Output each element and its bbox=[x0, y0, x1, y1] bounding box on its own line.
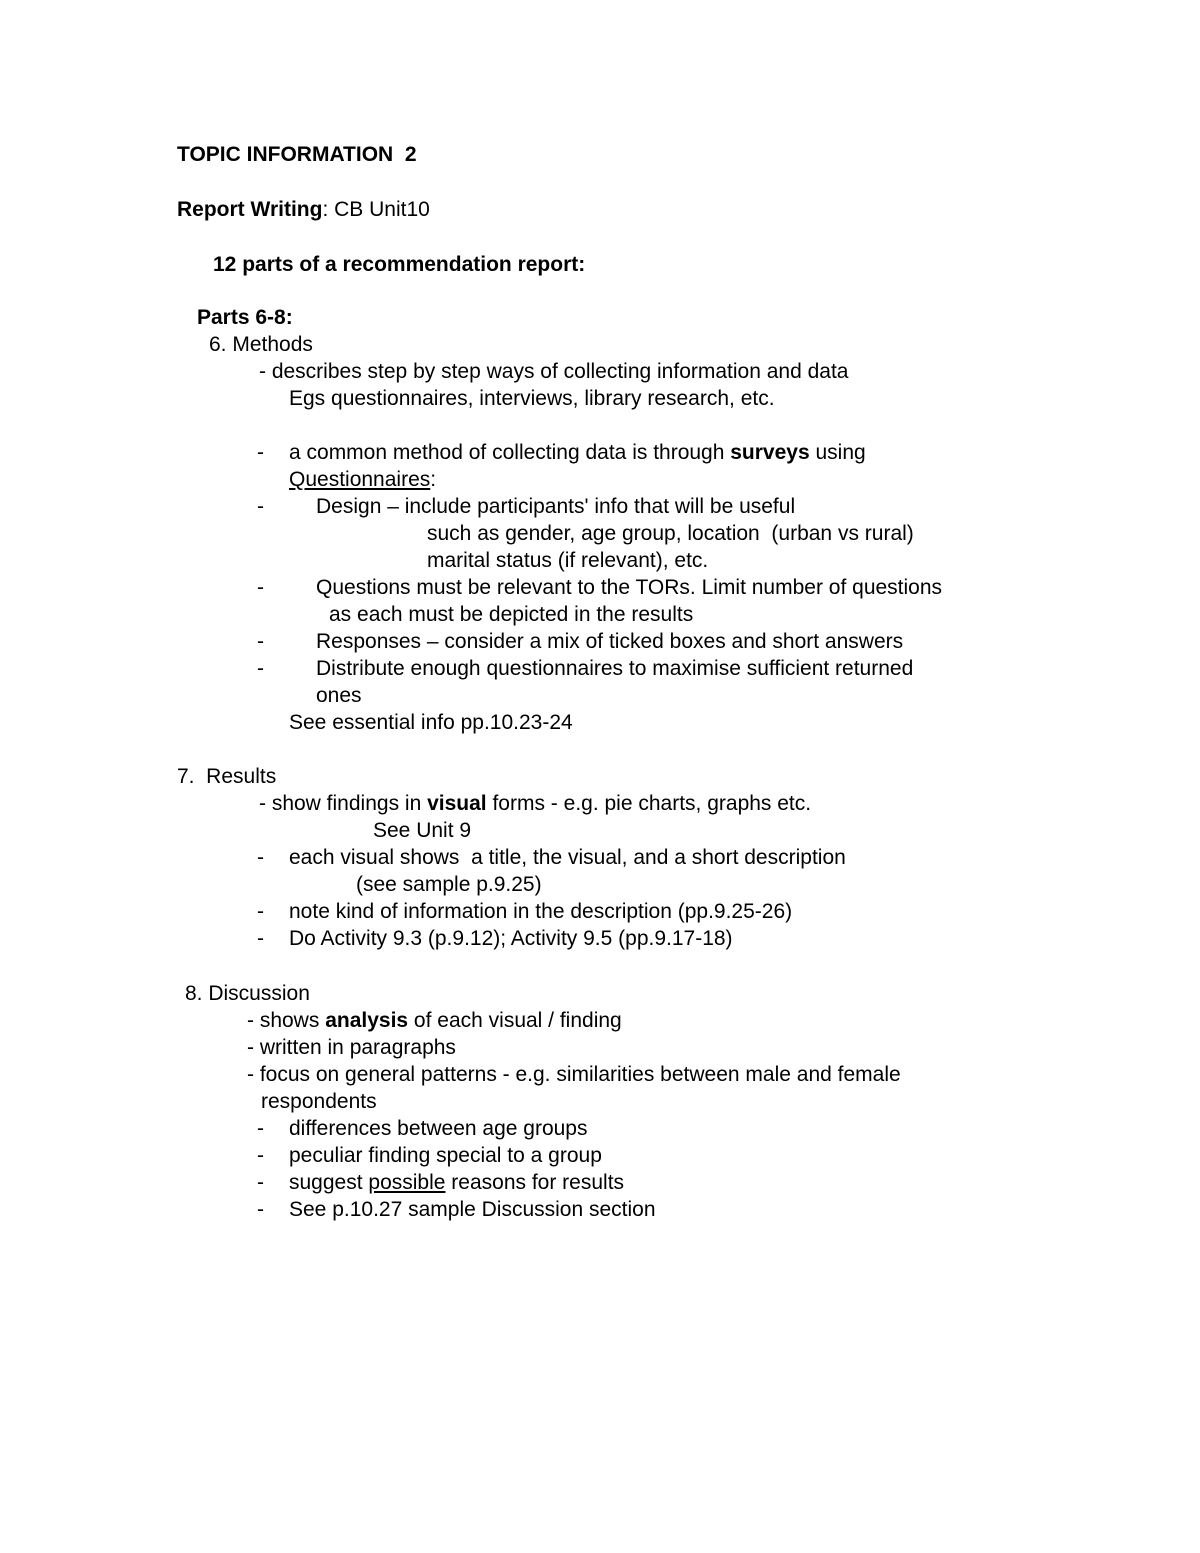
bullet-dash: - bbox=[257, 1171, 264, 1194]
document-title: TOPIC INFORMATION 2 bbox=[177, 143, 417, 166]
parts-heading: Parts 6-8: bbox=[197, 306, 293, 329]
bold-segment: visual bbox=[427, 792, 487, 815]
bullet-dash: - bbox=[257, 441, 264, 464]
underlined-segment: Questionnaires bbox=[289, 468, 431, 491]
subtitle-label: Report Writing bbox=[177, 198, 323, 221]
bold-segment: analysis bbox=[325, 1009, 409, 1032]
text-segment: a common method of collecting data is through bbox=[289, 441, 731, 464]
bullet-dash: - bbox=[257, 1117, 264, 1140]
methods-line-questions: Questions must be relevant to the TORs. Limit number of questions bbox=[316, 576, 943, 599]
methods-line-design-2: such as gender, age group, location (urban vs rural) bbox=[427, 522, 914, 545]
text-segment: reasons for results bbox=[445, 1171, 625, 1194]
intro-heading: 12 parts of a recommendation report: bbox=[213, 253, 586, 276]
bullet-dash: - bbox=[257, 495, 264, 518]
text-segment: - shows bbox=[247, 1009, 326, 1032]
bullet-dash: - bbox=[257, 576, 264, 599]
results-line-note: note kind of information in the description (pp.9.25-26) bbox=[289, 900, 793, 923]
subtitle-separator: : bbox=[322, 198, 329, 221]
text-segment: of each visual / finding bbox=[408, 1009, 622, 1032]
methods-line-describes: - describes step by step ways of collecting information and data bbox=[259, 360, 849, 383]
methods-line-design-3: marital status (if relevant), etc. bbox=[427, 549, 709, 572]
bullet-dash: - bbox=[257, 1198, 264, 1221]
text-segment: - show findings in bbox=[259, 792, 428, 815]
methods-line-distribute: Distribute enough questionnaires to maximise sufficient returned bbox=[316, 657, 914, 680]
subtitle-value: CB Unit10 bbox=[328, 198, 430, 221]
bullet-dash: - bbox=[257, 630, 264, 653]
text-segment: suggest bbox=[289, 1171, 369, 1194]
methods-line-design: Design – include participants' info that will be useful bbox=[316, 495, 796, 518]
discussion-line-patterns: - focus on general patterns - e.g. similarities between male and female bbox=[247, 1063, 901, 1086]
results-line-activity: Do Activity 9.3 (p.9.12); Activity 9.5 (pp.9.17-18) bbox=[289, 927, 733, 950]
discussion-line-analysis bbox=[247, 1008, 622, 1034]
methods-line-responses: Responses – consider a mix of ticked boxes and short answers bbox=[316, 630, 904, 653]
methods-line-see: See essential info pp.10.23-24 bbox=[289, 711, 573, 734]
discussion-line-see: See p.10.27 sample Discussion section bbox=[289, 1198, 656, 1221]
text-segment: forms - e.g. pie charts, graphs etc. bbox=[486, 792, 812, 815]
underlined-segment: possible bbox=[368, 1171, 446, 1194]
bullet-dash: - bbox=[257, 1144, 264, 1167]
discussion-line-suggest bbox=[289, 1170, 624, 1196]
text-segment: : bbox=[430, 468, 437, 491]
methods-line-questionnaires bbox=[289, 467, 436, 493]
bullet-dash: - bbox=[257, 846, 264, 869]
methods-line-egs: Egs questionnaires, interviews, library research, etc. bbox=[289, 387, 775, 410]
discussion-line-differences: differences between age groups bbox=[289, 1117, 588, 1140]
bullet-dash: - bbox=[257, 900, 264, 923]
bullet-dash: - bbox=[257, 927, 264, 950]
discussion-line-peculiar: peculiar finding special to a group bbox=[289, 1144, 602, 1167]
methods-line-common-method bbox=[289, 440, 866, 466]
methods-line-distribute-2: ones bbox=[316, 684, 362, 707]
methods-heading: 6. Methods bbox=[209, 333, 313, 356]
discussion-line-paragraphs: - written in paragraphs bbox=[247, 1036, 456, 1059]
results-line-findings bbox=[259, 791, 811, 817]
results-line-sample: (see sample p.9.25) bbox=[356, 873, 542, 896]
text-segment: using bbox=[809, 441, 866, 464]
discussion-line-respondents: respondents bbox=[261, 1090, 377, 1113]
bold-segment: surveys bbox=[730, 441, 810, 464]
subtitle-line bbox=[177, 197, 430, 223]
results-line-see-unit: See Unit 9 bbox=[373, 819, 472, 842]
methods-line-questions-2: as each must be depicted in the results bbox=[329, 603, 694, 626]
discussion-heading: 8. Discussion bbox=[185, 982, 310, 1005]
bullet-dash: - bbox=[257, 657, 264, 680]
results-line-each-visual: each visual shows a title, the visual, and a short description bbox=[289, 846, 846, 869]
results-heading: 7. Results bbox=[177, 765, 277, 788]
